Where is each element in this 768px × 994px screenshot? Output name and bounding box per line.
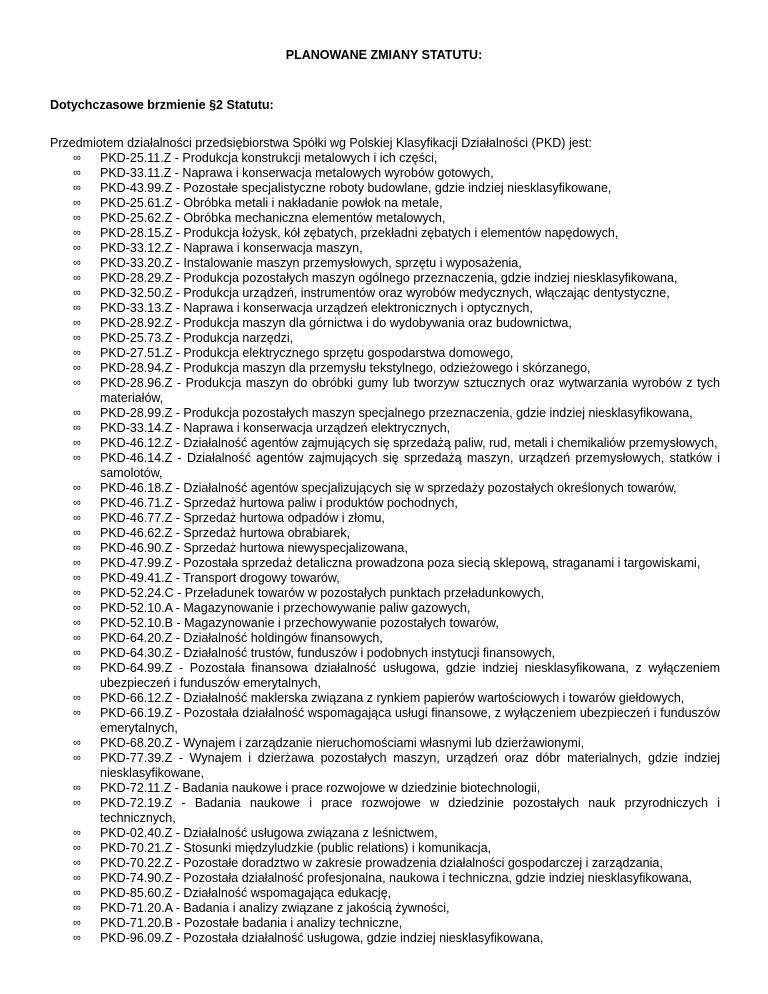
pkd-list-item xyxy=(50,271,720,286)
infinity-bullet-icon: ∞ xyxy=(73,632,81,644)
pkd-list-item xyxy=(50,691,720,706)
infinity-bullet-icon: ∞ xyxy=(73,437,81,449)
infinity-bullet-icon: ∞ xyxy=(73,692,81,704)
pkd-item-text: PKD-70.21.Z - Stosunki międzyludzkie (public relations) i komunikacja, xyxy=(100,841,492,855)
infinity-bullet-icon: ∞ xyxy=(73,272,81,284)
pkd-item-text: PKD-49.41.Z - Transport drogowy towarów, xyxy=(100,571,340,585)
pkd-item-text: PKD-25.61.Z - Obróbka metali i nakładanie powłok na metale, xyxy=(100,196,443,210)
pkd-list-item xyxy=(50,856,720,871)
pkd-list-item xyxy=(50,301,720,316)
pkd-list-item xyxy=(50,541,720,556)
pkd-list-item xyxy=(50,166,720,181)
infinity-bullet-icon: ∞ xyxy=(73,932,81,944)
pkd-list-item xyxy=(50,901,720,916)
pkd-item-text: PKD-02.40.Z - Działalność usługowa związana z leśnictwem, xyxy=(100,826,438,840)
infinity-bullet-icon: ∞ xyxy=(73,257,81,269)
pkd-list-item xyxy=(50,256,720,271)
pkd-list-item xyxy=(50,211,720,226)
infinity-bullet-icon: ∞ xyxy=(73,527,81,539)
infinity-bullet-icon: ∞ xyxy=(73,557,81,569)
pkd-list-item xyxy=(50,286,720,301)
infinity-bullet-icon: ∞ xyxy=(73,587,81,599)
infinity-bullet-icon: ∞ xyxy=(73,887,81,899)
pkd-list-item xyxy=(50,706,720,736)
pkd-list-item xyxy=(50,841,720,856)
pkd-list-item xyxy=(50,631,720,646)
pkd-item-text: PKD-28.96.Z - Produkcja maszyn do obróbki gumy lub tworzyw sztucznych oraz wytwarzania wyrobów z tych materiałów, xyxy=(100,376,720,405)
pkd-list-item xyxy=(50,181,720,196)
pkd-list-item xyxy=(50,646,720,661)
pkd-item-text: PKD-28.92.Z - Produkcja maszyn dla górnictwa i do wydobywania oraz budownictwa, xyxy=(100,316,572,330)
pkd-list-item xyxy=(50,526,720,541)
infinity-bullet-icon: ∞ xyxy=(73,542,81,554)
infinity-bullet-icon: ∞ xyxy=(73,317,81,329)
infinity-bullet-icon: ∞ xyxy=(73,197,81,209)
pkd-list-item xyxy=(50,511,720,526)
pkd-item-text: PKD-28.94.Z - Produkcja maszyn dla przemysłu tekstylnego, odzieżowego i skórzanego, xyxy=(100,361,591,375)
infinity-bullet-icon: ∞ xyxy=(73,167,81,179)
pkd-item-text: PKD-52.10.B - Magazynowanie i przechowywanie pozostałych towarów, xyxy=(100,616,499,630)
pkd-item-text: PKD-27.51.Z - Produkcja elektrycznego sprzętu gospodarstwa domowego, xyxy=(100,346,514,360)
pkd-item-text: PKD-46.18.Z - Działalność agentów specjalizujących się w sprzedaży pozostałych określonych towarów, xyxy=(100,481,677,495)
infinity-bullet-icon: ∞ xyxy=(73,512,81,524)
infinity-bullet-icon: ∞ xyxy=(73,707,81,719)
pkd-list-item xyxy=(50,871,720,886)
pkd-item-text: PKD-70.22.Z - Pozostałe doradztwo w zakresie prowadzenia działalności gospodarczej i zarządzania, xyxy=(100,856,663,870)
pkd-item-text: PKD-71.20.A - Badania i analizy związane z jakością żywności, xyxy=(100,901,450,915)
infinity-bullet-icon: ∞ xyxy=(73,347,81,359)
pkd-item-text: PKD-33.13.Z - Naprawa i konserwacja urządzeń elektronicznych i optycznych, xyxy=(100,301,533,315)
pkd-item-text: PKD-33.14.Z - Naprawa i konserwacja urządzeń elektrycznych, xyxy=(100,421,451,435)
infinity-bullet-icon: ∞ xyxy=(73,452,81,464)
infinity-bullet-icon: ∞ xyxy=(73,422,81,434)
pkd-item-text: PKD-72.11.Z - Badania naukowe i prace rozwojowe w dziedzinie biotechnologii, xyxy=(100,781,541,795)
pkd-list-item xyxy=(50,241,720,256)
pkd-list-item xyxy=(50,886,720,901)
pkd-list-item xyxy=(50,916,720,931)
pkd-item-text: PKD-64.30.Z - Działalność trustów, funduszów i podobnych instytucji finansowych, xyxy=(100,646,556,660)
pkd-list-item xyxy=(50,571,720,586)
intro-text: Przedmiotem działalności przedsiębiorstwa Spółki wg Polskiej Klasyfikacji Działalności (PKD) jest: xyxy=(50,136,592,150)
infinity-bullet-icon: ∞ xyxy=(73,857,81,869)
infinity-bullet-icon: ∞ xyxy=(73,362,81,374)
pkd-list-item xyxy=(50,436,720,451)
pkd-list-item xyxy=(50,451,720,481)
pkd-list-item xyxy=(50,196,720,211)
pkd-list-item xyxy=(50,226,720,241)
pkd-item-text: PKD-46.71.Z - Sprzedaż hurtowa paliw i produktów pochodnych, xyxy=(100,496,458,510)
infinity-bullet-icon: ∞ xyxy=(73,377,81,389)
pkd-item-text: PKD-66.19.Z - Pozostała działalność wspomagająca usługi finansowe, z wyłączeniem ubezpieczeń i funduszów emerytalnych, xyxy=(100,706,720,735)
pkd-item-text: PKD-28.15.Z - Produkcja łożysk, kół zębatych, przekładni zębatych i elementów napędowych, xyxy=(100,226,619,240)
pkd-list-item xyxy=(50,331,720,346)
pkd-item-text: PKD-25.62.Z - Obróbka mechaniczna elementów metalowych, xyxy=(100,211,446,225)
infinity-bullet-icon: ∞ xyxy=(73,497,81,509)
pkd-list-item xyxy=(50,796,720,826)
section-heading: Dotychczasowe brzmienie §2 Statutu: xyxy=(50,98,274,112)
pkd-list-item xyxy=(50,751,720,781)
pkd-item-text: PKD-68.20.Z - Wynajem i zarządzanie nieruchomościami własnymi lub dzierżawionymi, xyxy=(100,736,585,750)
infinity-bullet-icon: ∞ xyxy=(73,482,81,494)
pkd-item-text: PKD-52.10.A - Magazynowanie i przechowywanie paliw gazowych, xyxy=(100,601,471,615)
pkd-list-item xyxy=(50,601,720,616)
pkd-item-text: PKD-28.99.Z - Produkcja pozostałych maszyn specjalnego przeznaczenia, gdzie indziej niesklasyfikowana, xyxy=(100,406,693,420)
pkd-list-item xyxy=(50,406,720,421)
infinity-bullet-icon: ∞ xyxy=(73,287,81,299)
pkd-item-text: PKD-85.60.Z - Działalność wspomagająca edukację, xyxy=(100,886,392,900)
pkd-item-text: PKD-47.99.Z - Pozostała sprzedaż detaliczna prowadzona poza siecią sklepową, straganami i targowiskami, xyxy=(100,556,701,570)
infinity-bullet-icon: ∞ xyxy=(73,662,81,674)
pkd-item-text: PKD-28.29.Z - Produkcja pozostałych maszyn ogólnego przeznaczenia, gdzie indziej niesklasyfikowana, xyxy=(100,271,678,285)
pkd-item-text: PKD-43.99.Z - Pozostałe specjalistyczne roboty budowlane, gdzie indziej niesklasyfikowane, xyxy=(100,181,612,195)
pkd-list-item xyxy=(50,361,720,376)
pkd-item-text: PKD-64.99.Z - Pozostała finansowa działalność usługowa, gdzie indziej niesklasyfikowana, z wyłączeniem ubezpieczeń i funduszów emerytalnych, xyxy=(100,661,720,690)
pkd-list xyxy=(50,151,720,946)
infinity-bullet-icon: ∞ xyxy=(73,917,81,929)
pkd-list-item xyxy=(50,826,720,841)
pkd-item-text: PKD-64.20.Z - Działalność holdingów finansowych, xyxy=(100,631,383,645)
infinity-bullet-icon: ∞ xyxy=(73,617,81,629)
infinity-bullet-icon: ∞ xyxy=(73,737,81,749)
pkd-item-text: PKD-46.14.Z - Działalność agentów zajmujących się sprzedażą maszyn, urządzeń przemysłowych, statków i samolotów, xyxy=(100,451,720,480)
pkd-item-text: PKD-33.12.Z - Naprawa i konserwacja maszyn, xyxy=(100,241,363,255)
pkd-item-text: PKD-25.73.Z - Produkcja narzędzi, xyxy=(100,331,294,345)
infinity-bullet-icon: ∞ xyxy=(73,242,81,254)
pkd-list-item xyxy=(50,346,720,361)
pkd-item-text: PKD-77.39.Z - Wynajem i dzierżawa pozostałych maszyn, urządzeń oraz dóbr materialnych, gdzie indziej niesklasyfikowane, xyxy=(100,751,720,780)
pkd-list-item xyxy=(50,376,720,406)
pkd-item-text: PKD-71.20.B - Pozostałe badania i analizy techniczne, xyxy=(100,916,403,930)
pkd-item-text: PKD-74.90.Z - Pozostała działalność profesjonalna, naukowa i techniczna, gdzie indziej niesklasyfikowana, xyxy=(100,871,692,885)
pkd-list-item xyxy=(50,151,720,166)
pkd-list-item xyxy=(50,481,720,496)
pkd-item-text: PKD-33.20.Z - Instalowanie maszyn przemysłowych, sprzętu i wyposażenia, xyxy=(100,256,522,270)
infinity-bullet-icon: ∞ xyxy=(73,827,81,839)
infinity-bullet-icon: ∞ xyxy=(73,752,81,764)
pkd-item-text: PKD-66.12.Z - Działalność maklerska związana z rynkiem papierów wartościowych i towarów giełdowych, xyxy=(100,691,685,705)
infinity-bullet-icon: ∞ xyxy=(73,227,81,239)
infinity-bullet-icon: ∞ xyxy=(73,332,81,344)
pkd-list-item xyxy=(50,781,720,796)
pkd-item-text: PKD-25.11.Z - Produkcja konstrukcji metalowych i ich części, xyxy=(100,151,438,165)
infinity-bullet-icon: ∞ xyxy=(73,647,81,659)
pkd-list-item xyxy=(50,661,720,691)
infinity-bullet-icon: ∞ xyxy=(73,782,81,794)
infinity-bullet-icon: ∞ xyxy=(73,842,81,854)
infinity-bullet-icon: ∞ xyxy=(73,797,81,809)
pkd-item-text: PKD-46.12.Z - Działalność agentów zajmujących się sprzedażą paliw, rud, metali i chemikaliów przemysłowych, xyxy=(100,436,718,450)
pkd-list-item xyxy=(50,931,720,946)
pkd-item-text: PKD-32.50.Z - Produkcja urządzeń, instrumentów oraz wyrobów medycznych, włączając dentystyczne, xyxy=(100,286,670,300)
pkd-list-item xyxy=(50,496,720,511)
pkd-list-item xyxy=(50,421,720,436)
pkd-item-text: PKD-46.77.Z - Sprzedaż hurtowa odpadów i złomu, xyxy=(100,511,385,525)
infinity-bullet-icon: ∞ xyxy=(73,182,81,194)
infinity-bullet-icon: ∞ xyxy=(73,602,81,614)
pkd-item-text: PKD-46.62.Z - Sprzedaż hurtowa obrabiarek, xyxy=(100,526,351,540)
pkd-list-item xyxy=(50,616,720,631)
infinity-bullet-icon: ∞ xyxy=(73,902,81,914)
pkd-list-item xyxy=(50,556,720,571)
infinity-bullet-icon: ∞ xyxy=(73,407,81,419)
infinity-bullet-icon: ∞ xyxy=(73,212,81,224)
infinity-bullet-icon: ∞ xyxy=(73,572,81,584)
infinity-bullet-icon: ∞ xyxy=(73,152,81,164)
infinity-bullet-icon: ∞ xyxy=(73,302,81,314)
pkd-list-item xyxy=(50,316,720,331)
document-title: PLANOWANE ZMIANY STATUTU: xyxy=(285,48,483,62)
pkd-item-text: PKD-96.09.Z - Pozostała działalność usługowa, gdzie indziej niesklasyfikowana, xyxy=(100,931,544,945)
pkd-list-item xyxy=(50,586,720,601)
pkd-item-text: PKD-33.11.Z - Naprawa i konserwacja metalowych wyrobów gotowych, xyxy=(100,166,494,180)
pkd-list-item xyxy=(50,736,720,751)
pkd-item-text: PKD-46.90.Z - Sprzedaż hurtowa niewyspecjalizowana, xyxy=(100,541,408,555)
pkd-item-text: PKD-52.24.C - Przeładunek towarów w pozostałych punktach przeładunkowych, xyxy=(100,586,544,600)
pkd-item-text: PKD-72.19.Z - Badania naukowe i prace rozwojowe w dziedzinie pozostałych nauk przyrodniczych i technicznych, xyxy=(100,796,720,825)
infinity-bullet-icon: ∞ xyxy=(73,872,81,884)
